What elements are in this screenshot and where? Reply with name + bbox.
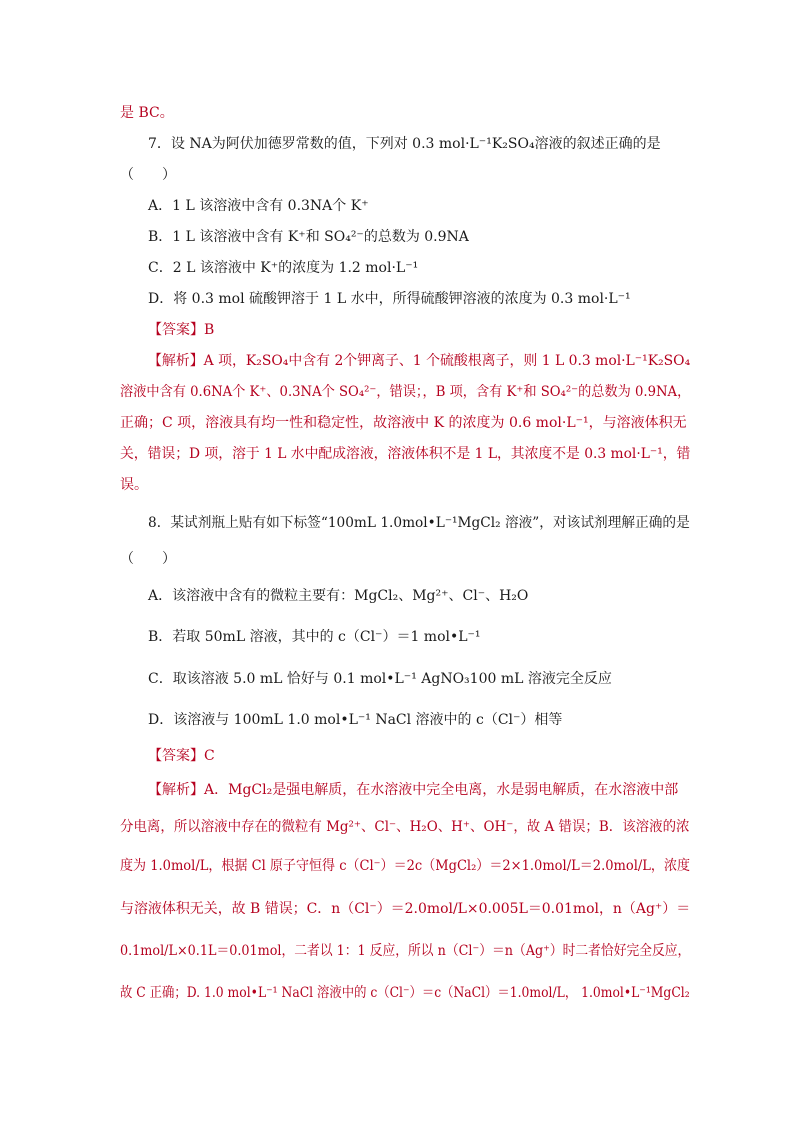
question-8-analysis-line-2: 分电离，所以溶液中存在的微粒有 Mg²⁺、Cl⁻、H₂O、H⁺、OH⁻，故 A 错误；B．该溶液的浓 (120, 819, 690, 835)
question-7-option-a: A．1 L 该溶液中含有 0.3NA个 K⁺ (148, 198, 369, 214)
question-7-stem: 7．设 NA为阿伏加德罗常数的值，下列对 0.3 mol·L⁻¹K₂SO₄溶液的叙述正确的是 (148, 136, 661, 152)
question-7-option-b: B．1 L 该溶液中含有 K⁺和 SO₄²⁻的总数为 0.9NA (148, 229, 469, 245)
question-8-option-b: B．若取 50mL 溶液，其中的 c（Cl⁻）＝1 mol•L⁻¹ (148, 629, 481, 645)
question-7-analysis-line-3: 正确；C 项，溶液具有均一性和稳定性，故溶液中 K 的浓度为 0.6 mol·L⁻¹，与溶液体积无 (120, 415, 687, 431)
question-8-analysis-line-4: 与溶液体积无关，故 B 错误；C．n（Cl⁻）＝2.0mol/L×0.005L＝0.01mol，n（Ag⁺）＝ (120, 901, 691, 917)
question-7-analysis-line-1: 【解析】A 项，K₂SO₄中含有 2个钾离子、1 个硫酸根离子，则 1 L 0.3 mol·L⁻¹K₂SO₄ (148, 353, 691, 369)
text-line-prev-answer-tail: 是 BC。 (120, 105, 174, 121)
question-8-stem: 8．某试剂瓶上贴有如下标签“100mL 1.0mol•L⁻¹MgCl₂ 溶液”，对该试剂理解正确的是 (148, 515, 690, 531)
question-8-option-a: A．该溶液中含有的微粒主要有：MgCl₂、Mg²⁺、Cl⁻、H₂O (148, 588, 529, 604)
question-8-option-c: C．取该溶液 5.0 mL 恰好与 0.1 mol•L⁻¹ AgNO₃100 mL 溶液完全反应 (148, 671, 612, 687)
question-8-analysis-line-6: 故 C 正确；D. 1.0 mol•L⁻¹ NaCl 溶液中的 c（Cl⁻）＝c（NaCl）＝1.0mol/L， 1.0mol•L⁻¹MgCl₂ (120, 985, 690, 1001)
question-8-analysis-line-1: 【解析】A．MgCl₂是强电解质，在水溶液中完全电离，水是弱电解质，在水溶液中部 (148, 782, 679, 798)
question-7-option-c: C．2 L 该溶液中 K⁺的浓度为 1.2 mol·L⁻¹ (148, 260, 419, 276)
question-7-analysis-line-2: 溶液中含有 0.6NA个 K⁺、0.3NA个 SO₄²⁻，错误；，B 项，含有 K⁺和 SO₄²⁻的总数为 0.9NA， (120, 384, 691, 400)
question-7-answer: 【答案】B (148, 322, 215, 338)
question-8-answer: 【答案】C (148, 748, 215, 764)
question-8-paren: （ ） (120, 551, 176, 567)
question-8-analysis-line-3: 度为 1.0mol/L，根据 Cl 原子守恒得 c（Cl⁻）＝2c（MgCl₂）＝2×1.0mol/L＝2.0mol/L，浓度 (120, 858, 691, 874)
question-7-paren: （ ） (120, 167, 176, 183)
question-7-analysis-line-5: 误。 (120, 477, 148, 493)
question-7-option-d: D．将 0.3 mol 硫酸钾溶于 1 L 水中，所得硫酸钾溶液的浓度为 0.3 mol·L⁻¹ (148, 291, 631, 307)
question-8-analysis-line-5: 0.1mol/L×0.1L＝0.01mol，二者以 1：1 反应，所以 n（Cl⁻）＝n（Ag⁺）时二者恰好完全反应， (120, 943, 691, 959)
question-7-analysis-line-4: 关，错误；D 项，溶于 1 L 水中配成溶液，溶液体积不是 1 L，其浓度不是 0.3 mol·L⁻¹，错 (120, 446, 691, 462)
question-8-option-d: D．该溶液与 100mL 1.0 mol•L⁻¹ NaCl 溶液中的 c（Cl⁻）相等 (148, 712, 563, 728)
